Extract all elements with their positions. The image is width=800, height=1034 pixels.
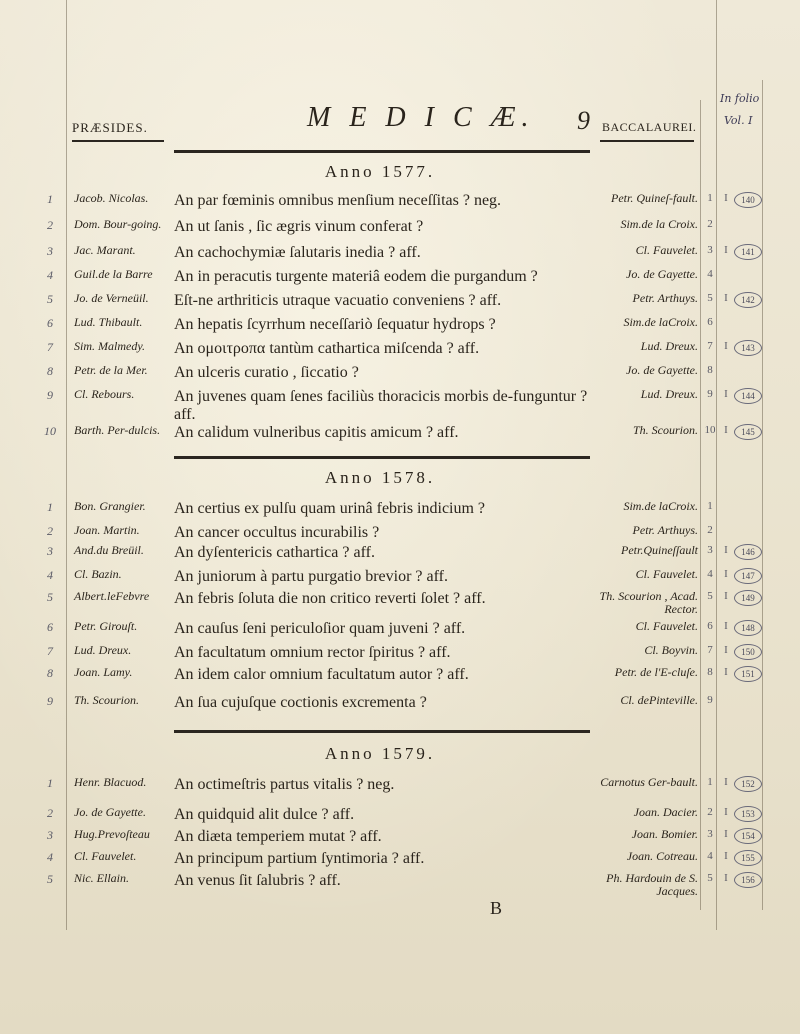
- margin-note-volume: Vol. I: [724, 114, 753, 127]
- right-margin-rule-2: [716, 0, 717, 930]
- circled-number: 144: [734, 388, 762, 404]
- pencil-roman: I: [724, 544, 728, 556]
- thesis-question: An hepatis ſcyrrhum neceſſariò ſequatur hydrops ?: [174, 316, 496, 333]
- praeses-name: Jo. de Gayette.: [74, 805, 146, 819]
- praeses-name: Lud. Thibault.: [74, 315, 143, 329]
- row-index: 5: [47, 872, 53, 886]
- praeses-name: Sim. Malmedy.: [74, 339, 145, 353]
- circled-number: 150: [734, 644, 762, 660]
- circled-number: 156: [734, 872, 762, 888]
- praeses-name: Bon. Grangier.: [74, 499, 146, 513]
- pencil-roman: I: [724, 620, 728, 632]
- row-index: 4: [47, 850, 53, 864]
- pencil-count: 1: [707, 500, 713, 512]
- thesis-question: An facultatum omnium rector ſpiritus ? aff.: [174, 644, 451, 661]
- baccalaureus-name: Th. Scourion.: [632, 423, 698, 437]
- thesis-question: An ut ſanis , ſic ægris vinum conferat ?: [174, 218, 424, 235]
- pencil-count: 6: [707, 316, 713, 328]
- pencil-roman: I: [724, 590, 728, 602]
- praeses-name: Nic. Ellain.: [74, 871, 129, 885]
- praeses-name: Jacob. Nicolas.: [74, 191, 149, 205]
- baccalaureus-name: Cl. Boyvin.: [644, 643, 698, 657]
- right-margin-rule-3: [762, 80, 763, 910]
- pencil-count: 5: [707, 872, 713, 884]
- pencil-roman: I: [724, 244, 728, 256]
- baccalaureus-name: Cl. Fauvelet.: [635, 619, 698, 633]
- praeses-name: Cl. Bazin.: [74, 567, 122, 581]
- circled-number: 152: [734, 776, 762, 792]
- thesis-question: Eſt-ne arthriticis utraque vacuatio conveniens ? aff.: [174, 292, 502, 309]
- pencil-count: 8: [707, 364, 713, 376]
- pencil-roman: I: [724, 666, 728, 678]
- praeses-name: Albert.leFebvre: [74, 589, 150, 603]
- circled-number: 147: [734, 568, 762, 584]
- header-page-number: 9: [577, 106, 590, 135]
- row-index: 2: [47, 218, 53, 232]
- praeses-name: Barth. Per-dulcis.: [74, 423, 161, 437]
- right-margin-rule: [700, 100, 701, 910]
- row-index: 1: [47, 776, 53, 790]
- pencil-roman: I: [724, 340, 728, 352]
- baccalaureus-name: Lud. Dreux.: [640, 387, 698, 401]
- praeses-name: Guil.de la Barre: [74, 267, 153, 281]
- baccalaureus-name: Sim.de la Croix.: [620, 217, 698, 231]
- circled-number: 142: [734, 292, 762, 308]
- praeses-name: Joan. Martin.: [74, 523, 140, 537]
- header-rule-right: [600, 140, 694, 142]
- pencil-count: 4: [707, 568, 713, 580]
- praeses-name: Hug.Prevoſteau: [74, 827, 150, 841]
- row-index: 4: [47, 568, 53, 582]
- circled-number: 146: [734, 544, 762, 560]
- thesis-question: An certius ex pulſu quam urinâ febris indicium ?: [174, 500, 486, 517]
- row-index: 9: [47, 694, 53, 708]
- circled-number: 155: [734, 850, 762, 866]
- row-index: 3: [47, 544, 53, 558]
- praeses-name: Jac. Marant.: [74, 243, 136, 257]
- pencil-roman: I: [724, 192, 728, 204]
- pencil-roman: I: [724, 568, 728, 580]
- baccalaureus-name: Jo. de Gayette.: [626, 363, 698, 377]
- baccalaureus-name: Petr. de l'E-cluſe.: [614, 665, 698, 679]
- row-index: 3: [47, 828, 53, 842]
- row-index: 1: [47, 192, 53, 206]
- header-praesides: PRÆSIDES.: [72, 120, 148, 135]
- thesis-question: An diæta temperiem mutat ? aff.: [174, 828, 382, 845]
- baccalaureus-name: Cl. Fauvelet.: [635, 243, 698, 257]
- row-index: 10: [44, 424, 56, 438]
- row-index: 2: [47, 524, 53, 538]
- praeses-name: Jo. de Verneüil.: [74, 291, 149, 305]
- year-heading-1579: Anno 1579.: [324, 744, 436, 763]
- thesis-question: An calidum vulneribus capitis amicum ? aff.: [174, 424, 459, 441]
- year-heading-1577: Anno 1577.: [324, 162, 436, 181]
- pencil-count: 9: [707, 388, 713, 400]
- baccalaureus-name: Joan. Bomier.: [631, 827, 698, 841]
- header-rule-left: [72, 140, 164, 142]
- thesis-question: An idem calor omnium facultatum autor ? aff.: [174, 666, 469, 683]
- row-index: 2: [47, 806, 53, 820]
- pencil-roman: I: [724, 644, 728, 656]
- baccalaureus-name: Ph. Hardouin de S. Jacques.: [606, 871, 698, 898]
- circled-number: 145: [734, 424, 762, 440]
- praeses-name: Lud. Dreux.: [74, 643, 132, 657]
- page-header: [72, 104, 712, 140]
- margin-note-folio: In folio: [720, 92, 760, 105]
- section-rule: [174, 456, 590, 459]
- pencil-roman: I: [724, 828, 728, 840]
- thesis-question: An cachochymiæ ſalutaris inedia ? aff.: [174, 244, 421, 261]
- baccalaureus-name: Petr. Quineſ-fault.: [611, 191, 698, 205]
- row-index: 3: [47, 244, 53, 258]
- baccalaureus-name: Petr. Arthuys.: [632, 523, 698, 537]
- baccalaureus-name: Cl. Fauvelet.: [635, 567, 698, 581]
- pencil-count: 2: [707, 806, 713, 818]
- header-baccalaurei: BACCALAUREI.: [602, 120, 697, 134]
- circled-number: 149: [734, 590, 762, 606]
- circled-number: 140: [734, 192, 762, 208]
- thesis-question: An ſua cujuſque coctionis excrementa ?: [174, 694, 427, 711]
- baccalaureus-name: Jo. de Gayette.: [626, 267, 698, 281]
- baccalaureus-name: Lud. Dreux.: [640, 339, 698, 353]
- pencil-roman: I: [724, 850, 728, 862]
- thesis-question: An dyſentericis cathartica ? aff.: [174, 544, 375, 561]
- baccalaureus-name: Carnotus Ger-bault.: [600, 775, 698, 789]
- thesis-question: An juniorum à partu purgatio brevior ? aff.: [174, 568, 448, 585]
- year-heading-1578: Anno 1578.: [324, 468, 436, 487]
- pencil-count: 4: [707, 850, 713, 862]
- baccalaureus-name: Th. Scourion , Acad. Rector.: [599, 589, 698, 616]
- pencil-count: 1: [707, 776, 713, 788]
- baccalaureus-name: Sim.de laCroix.: [623, 315, 698, 329]
- thesis-question: An ομοιτροπα tantùm cathartica miſcenda ? aff.: [174, 340, 480, 357]
- pencil-count: 6: [707, 620, 713, 632]
- pencil-count: 5: [707, 292, 713, 304]
- circled-number: 148: [734, 620, 762, 636]
- row-index: 6: [47, 316, 53, 330]
- section-rule: [174, 730, 590, 733]
- baccalaureus-name: Joan. Dacier.: [633, 805, 698, 819]
- pencil-count: 10: [704, 424, 716, 436]
- signature-mark: B: [490, 898, 503, 918]
- pencil-count: 8: [707, 666, 713, 678]
- thesis-question: An cancer occultus incurabilis ?: [174, 524, 380, 541]
- thesis-question: An cauſus ſeni periculoſior quam juveni ? aff.: [174, 620, 466, 637]
- baccalaureus-name: Petr. Arthuys.: [632, 291, 698, 305]
- circled-number: 151: [734, 666, 762, 682]
- baccalaureus-name: Sim.de laCroix.: [623, 499, 698, 513]
- pencil-count: 2: [707, 524, 713, 536]
- thesis-question: An juvenes quam ſenes faciliùs thoracicis morbis de-funguntur ? aff.: [174, 388, 588, 423]
- pencil-count: 1: [707, 192, 713, 204]
- row-index: 8: [47, 364, 53, 378]
- praeses-name: Petr. Girouſt.: [74, 619, 138, 633]
- praeses-name: Petr. de la Mer.: [74, 363, 148, 377]
- praeses-name: Henr. Blacuod.: [74, 775, 147, 789]
- row-index: 6: [47, 620, 53, 634]
- row-index: 7: [47, 340, 53, 354]
- thesis-question: An octimeſtris partus vitalis ? neg.: [174, 776, 395, 793]
- pencil-roman: I: [724, 424, 728, 436]
- pencil-roman: I: [724, 806, 728, 818]
- row-index: 8: [47, 666, 53, 680]
- thesis-question: An in peracutis turgente materiâ eodem die purgandum ?: [174, 268, 538, 285]
- pencil-count: 4: [707, 268, 713, 280]
- baccalaureus-name: Cl. dePinteville.: [620, 693, 698, 707]
- praeses-name: Th. Scourion.: [74, 693, 140, 707]
- thesis-question: An venus ſit ſalubris ? aff.: [174, 872, 341, 889]
- row-index: 5: [47, 590, 53, 604]
- praeses-name: Cl. Fauvelet.: [74, 849, 137, 863]
- pencil-roman: I: [724, 776, 728, 788]
- baccalaureus-name: Petr.Quineſſault: [621, 543, 698, 557]
- thesis-question: An febris ſoluta die non critico reverti ſolet ? aff.: [174, 590, 486, 607]
- row-index: 5: [47, 292, 53, 306]
- pencil-count: 7: [707, 644, 713, 656]
- pencil-count: 9: [707, 694, 713, 706]
- thesis-question: An principum partium ſyntimoria ? aff.: [174, 850, 425, 867]
- praeses-name: And.du Breüil.: [74, 543, 144, 557]
- row-index: 4: [47, 268, 53, 282]
- pencil-roman: I: [724, 872, 728, 884]
- circled-number: 154: [734, 828, 762, 844]
- pencil-count: 3: [707, 828, 713, 840]
- thesis-question: An quidquid alit dulce ? aff.: [174, 806, 355, 823]
- section-rule: [174, 150, 590, 153]
- praeses-name: Joan. Lamy.: [74, 665, 133, 679]
- row-index: 9: [47, 388, 53, 402]
- header-title: M E D I C Æ.: [307, 102, 535, 133]
- row-index: 1: [47, 500, 53, 514]
- left-margin-rule: [66, 0, 67, 930]
- row-index: 7: [47, 644, 53, 658]
- thesis-question: An par fœminis omnibus menſium neceſſitas ? neg.: [174, 192, 502, 209]
- baccalaureus-name: Joan. Cotreau.: [626, 849, 698, 863]
- circled-number: 143: [734, 340, 762, 356]
- pencil-count: 5: [707, 590, 713, 602]
- pencil-count: 3: [707, 544, 713, 556]
- circled-number: 141: [734, 244, 762, 260]
- circled-number: 153: [734, 806, 762, 822]
- pencil-count: 7: [707, 340, 713, 352]
- thesis-question: An ulceris curatio , ſiccatio ?: [174, 364, 359, 381]
- praeses-name: Dom. Bour-going.: [74, 217, 162, 231]
- praeses-name: Cl. Rebours.: [74, 387, 135, 401]
- pencil-roman: I: [724, 388, 728, 400]
- pencil-roman: I: [724, 292, 728, 304]
- pencil-count: 2: [707, 218, 713, 230]
- pencil-count: 3: [707, 244, 713, 256]
